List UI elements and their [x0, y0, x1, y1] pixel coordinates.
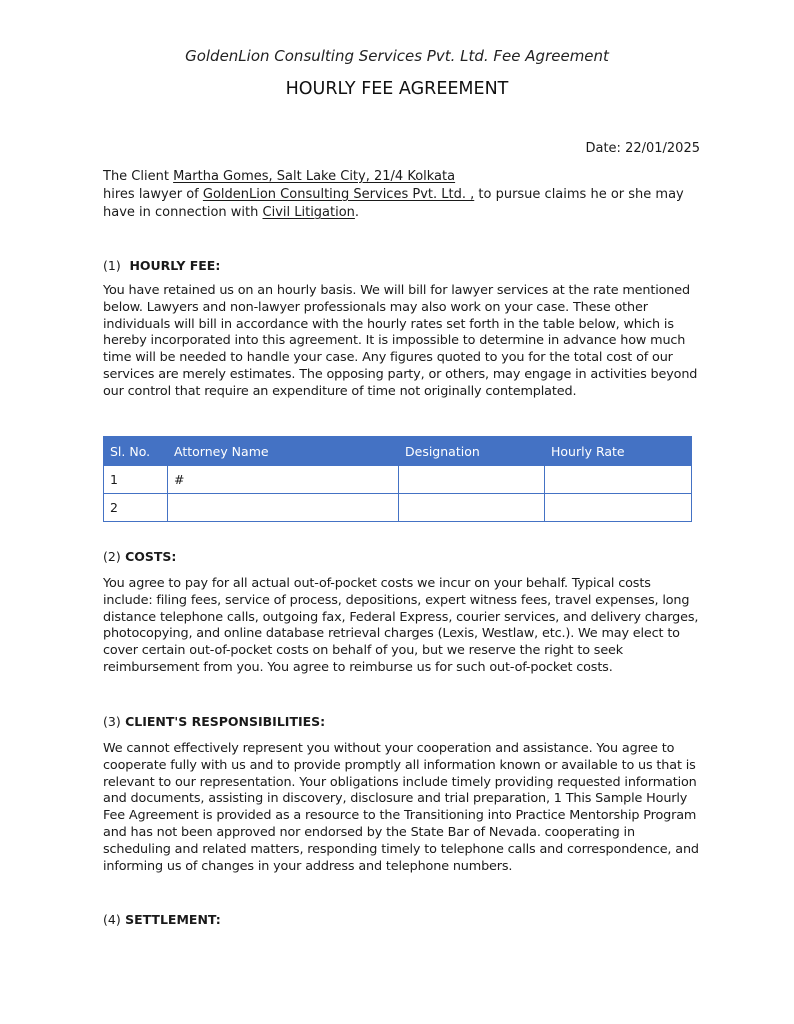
firm-name: GoldenLion Consulting Services Pvt. Ltd. , [202, 187, 475, 202]
section-heading-hourly-fee: (1) HOURLY FEE: [103, 258, 221, 273]
date-label: Date: [585, 141, 621, 156]
pursue-text: to pursue claims he or she may have in connection with [103, 187, 684, 220]
hourly-fee-paragraph: You have retained us on an hourly basis. We will bill for lawyer services at the rate mentioned below. Lawyers and non-lawyer professionals may also work on your case. These other individuals will bill in accordance with the hourly rates set forth in the table below, which is hereby incorporated into this agreement. It is impossible to determine in advance how much time will be needed to handle your case. Any figures quoted to you for the total cost of our services are merely estimates. The opposing party, or others, may engage in activities beyond our control that require an expenditure of time not originally contemplated. [103, 283, 698, 399]
table-cell: 2 [104, 494, 168, 522]
table-cell: 1 [104, 466, 168, 494]
column-header: Hourly Rate [545, 437, 692, 466]
table-cell [399, 494, 545, 522]
section-heading-settlement: (4) SETTLEMENT: [103, 912, 221, 927]
document-subtitle: GoldenLion Consulting Services Pvt. Ltd. Fee Agreement [185, 47, 609, 65]
table-cell: # [168, 466, 399, 494]
client-prefix: The Client [103, 169, 169, 184]
hires-text: hires lawyer of [103, 187, 199, 202]
table-cell [545, 494, 692, 522]
table-cell [545, 466, 692, 494]
table-cell [168, 494, 399, 522]
section-heading-client-responsibilities: (3) CLIENT'S RESPONSIBILITIES: [103, 714, 326, 729]
document-title: HOURLY FEE AGREEMENT [285, 79, 509, 99]
section-heading-costs: (2) COSTS: [103, 549, 177, 564]
client-responsibilities-paragraph: We cannot effectively represent you without your cooperation and assistance. You agree to cooperate fully with us and to provide promptly all information known or available to us that is relevant to our representation. Your obligations include timely providing requested information and documents, assisting in discovery, disclosure and trial preparation, 1 This Sample Hourly Fee Agreement is provided as a resource to the Transitioning into Practice Mentorship Program and has not been approved nor endorsed by the State Bar of Nevada. cooperating in scheduling and related matters, responding timely to telephone calls and correspondence, and informing us of changes in your address and telephone numbers. [103, 741, 699, 874]
table-row [104, 466, 692, 494]
column-header: Sl. No. [104, 437, 168, 466]
column-header: Attorney Name [168, 437, 399, 466]
client-intro [103, 168, 703, 222]
intro-period: . [354, 205, 360, 220]
attorney-rate-table [103, 436, 692, 522]
agreement-date [585, 141, 700, 156]
client-name: Martha Gomes, Salt Lake City, 21/4 Kolkata [173, 169, 456, 184]
table-header-row [104, 437, 692, 466]
matter-type: Civil Litigation [262, 205, 355, 220]
table-cell [399, 466, 545, 494]
costs-paragraph: You agree to pay for all actual out-of-pocket costs we incur on your behalf. Typical costs include: filing fees, service of process, depositions, expert witness fees, travel expenses, long distance telephone calls, outgoing fax, Federal Express, courier services, and delivery charges, photocopying, and online database retrieval charges (Lexis, Westlaw, etc.). We may elect to cover certain out-of-pocket costs on behalf of you, but we reserve the right to seek reimbursement from you. You agree to reimburse us for such out-of-pocket costs. [103, 576, 699, 675]
column-header: Designation [399, 437, 545, 466]
table-row [104, 494, 692, 522]
date-value: 22/01/2025 [625, 141, 700, 156]
